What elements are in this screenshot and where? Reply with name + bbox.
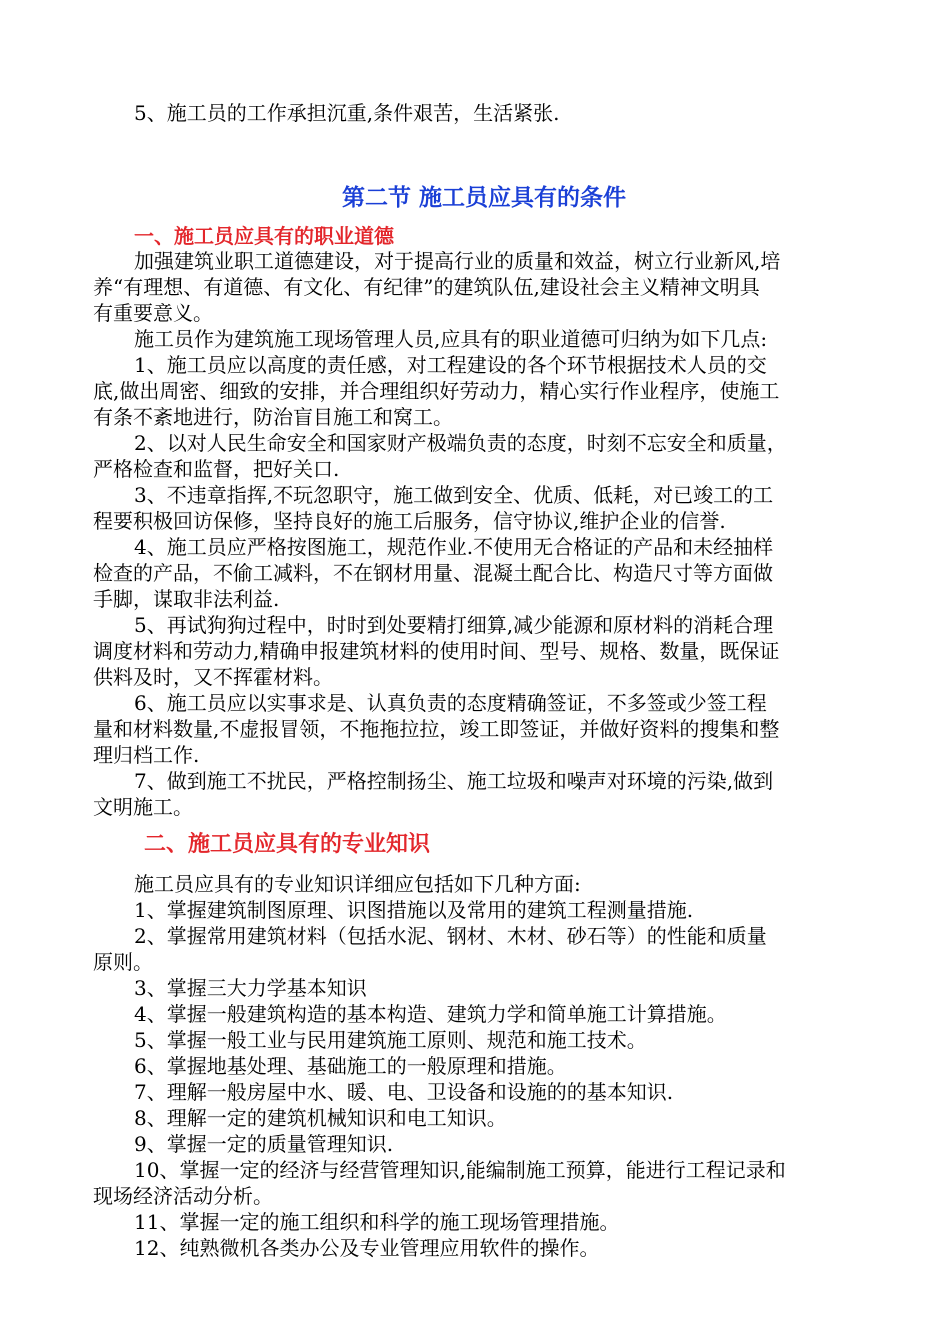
ethics-item-4: 手脚，谋取非法利益. [93, 587, 280, 611]
knowledge-item-12: 12、纯熟微机各类办公及专业管理应用软件的操作。 [134, 1236, 600, 1260]
ethics-item-2: 2、以对人民生命安全和国家财产极端负责的态度，时刻不忘安全和质量， [134, 431, 787, 455]
knowledge-item-11: 11、掌握一定的施工组织和科学的施工现场管理措施。 [134, 1210, 620, 1234]
paragraph-line: 施工员应具有的专业知识详细应包括如下几种方面: [134, 872, 581, 896]
knowledge-item-5: 5、掌握一般工业与民用建筑施工原则、规范和施工技术。 [134, 1028, 647, 1052]
knowledge-item-1: 1、掌握建筑制图原理、识图措施以及常用的建筑工程测量措施. [134, 898, 694, 922]
knowledge-item-6: 6、掌握地基处理、基础施工的一般原理和措施。 [134, 1054, 567, 1078]
paragraph-line: 施工员作为建筑施工现场管理人员,应具有的职业道德可归纳为如下几点: [134, 327, 768, 351]
knowledge-item-2: 原则。 [93, 950, 153, 974]
ethics-item-6: 理归档工作. [93, 743, 200, 767]
ethics-item-3: 3、不违章指挥,不玩忽职守，施工做到安全、优质、低耗，对已竣工的工 [134, 483, 774, 507]
knowledge-item-8: 8、理解一定的建筑机械知识和电工知识。 [134, 1106, 507, 1130]
ethics-item-5: 5、再试狗狗过程中，时时到处要精打细算,减少能源和原材料的消耗合理 [134, 613, 774, 637]
knowledge-item-9: 9、掌握一定的质量管理知识. [134, 1132, 394, 1156]
knowledge-item-3: 3、掌握三大力学基本知识 [134, 976, 367, 1000]
ethics-item-7: 文明施工。 [93, 795, 193, 819]
paragraph-line: 加强建筑业职工道德建设，对于提高行业的质量和效益，树立行业新风,培 [134, 249, 781, 273]
knowledge-item-10: 现场经济活动分析。 [93, 1184, 273, 1208]
paragraph-line: 有重要意义。 [93, 301, 213, 325]
knowledge-item-4: 4、掌握一般建筑构造的基本构造、建筑力学和简单施工计算措施。 [134, 1002, 727, 1026]
knowledge-item-7: 7、理解一般房屋中水、暖、电、卫设备和设施的的基本知识. [134, 1080, 674, 1104]
ethics-item-6: 6、施工员应以实事求是、认真负责的态度精确签证，不多签或少签工程 [134, 691, 767, 715]
ethics-item-2: 严格检查和监督，把好关口. [93, 457, 340, 481]
heading-professional-ethics: 一、施工员应具有的职业道德 [134, 224, 394, 248]
section-title: 第二节 施工员应具有的条件 [342, 184, 627, 211]
heading-professional-knowledge: 二、施工员应具有的专业知识 [144, 831, 431, 857]
paragraph-line: 养“有理想、有道德、有文化、有纪律”的建筑队伍,建设社会主义精神文明具 [93, 275, 760, 299]
ethics-item-7: 7、做到施工不扰民，严格控制扬尘、施工垃圾和噪声对环境的污染,做到 [134, 769, 774, 793]
ethics-item-1: 底,做出周密、细致的安排，并合理组织好劳动力，精心实行作业程序，使施工 [93, 379, 780, 403]
ethics-item-5: 调度材料和劳动力,精确申报建筑材料的使用时间、型号、规格、数量，既保证 [93, 639, 780, 663]
knowledge-item-2: 2、掌握常用建筑材料（包括水泥、钢材、木材、砂石等）的性能和质量 [134, 924, 767, 948]
intro-list-item: 5、施工员的工作承担沉重,条件艰苦，生活紧张. [134, 101, 560, 125]
ethics-item-6: 量和材料数量,不虚报冒领，不拖拖拉拉，竣工即签证，并做好资料的搜集和整 [93, 717, 780, 741]
ethics-item-1: 有条不紊地进行，防治盲目施工和窝工。 [93, 405, 453, 429]
ethics-item-5: 供料及时，又不挥霍材料。 [93, 665, 333, 689]
ethics-item-4: 4、施工员应严格按图施工，规范作业.不使用无合格证的产品和未经抽样 [134, 535, 774, 559]
knowledge-item-10: 10、掌握一定的经济与经营管理知识,能编制施工预算，能进行工程记录和 [134, 1158, 786, 1182]
ethics-item-3: 程要积极回访保修，坚持良好的施工后服务，信守协议,维护企业的信誉. [93, 509, 726, 533]
ethics-item-4: 检查的产品，不偷工减料，不在钢材用量、混凝土配合比、构造尺寸等方面做 [93, 561, 773, 585]
ethics-item-1: 1、施工员应以高度的责任感，对工程建设的各个环节根据技术人员的交 [134, 353, 767, 377]
